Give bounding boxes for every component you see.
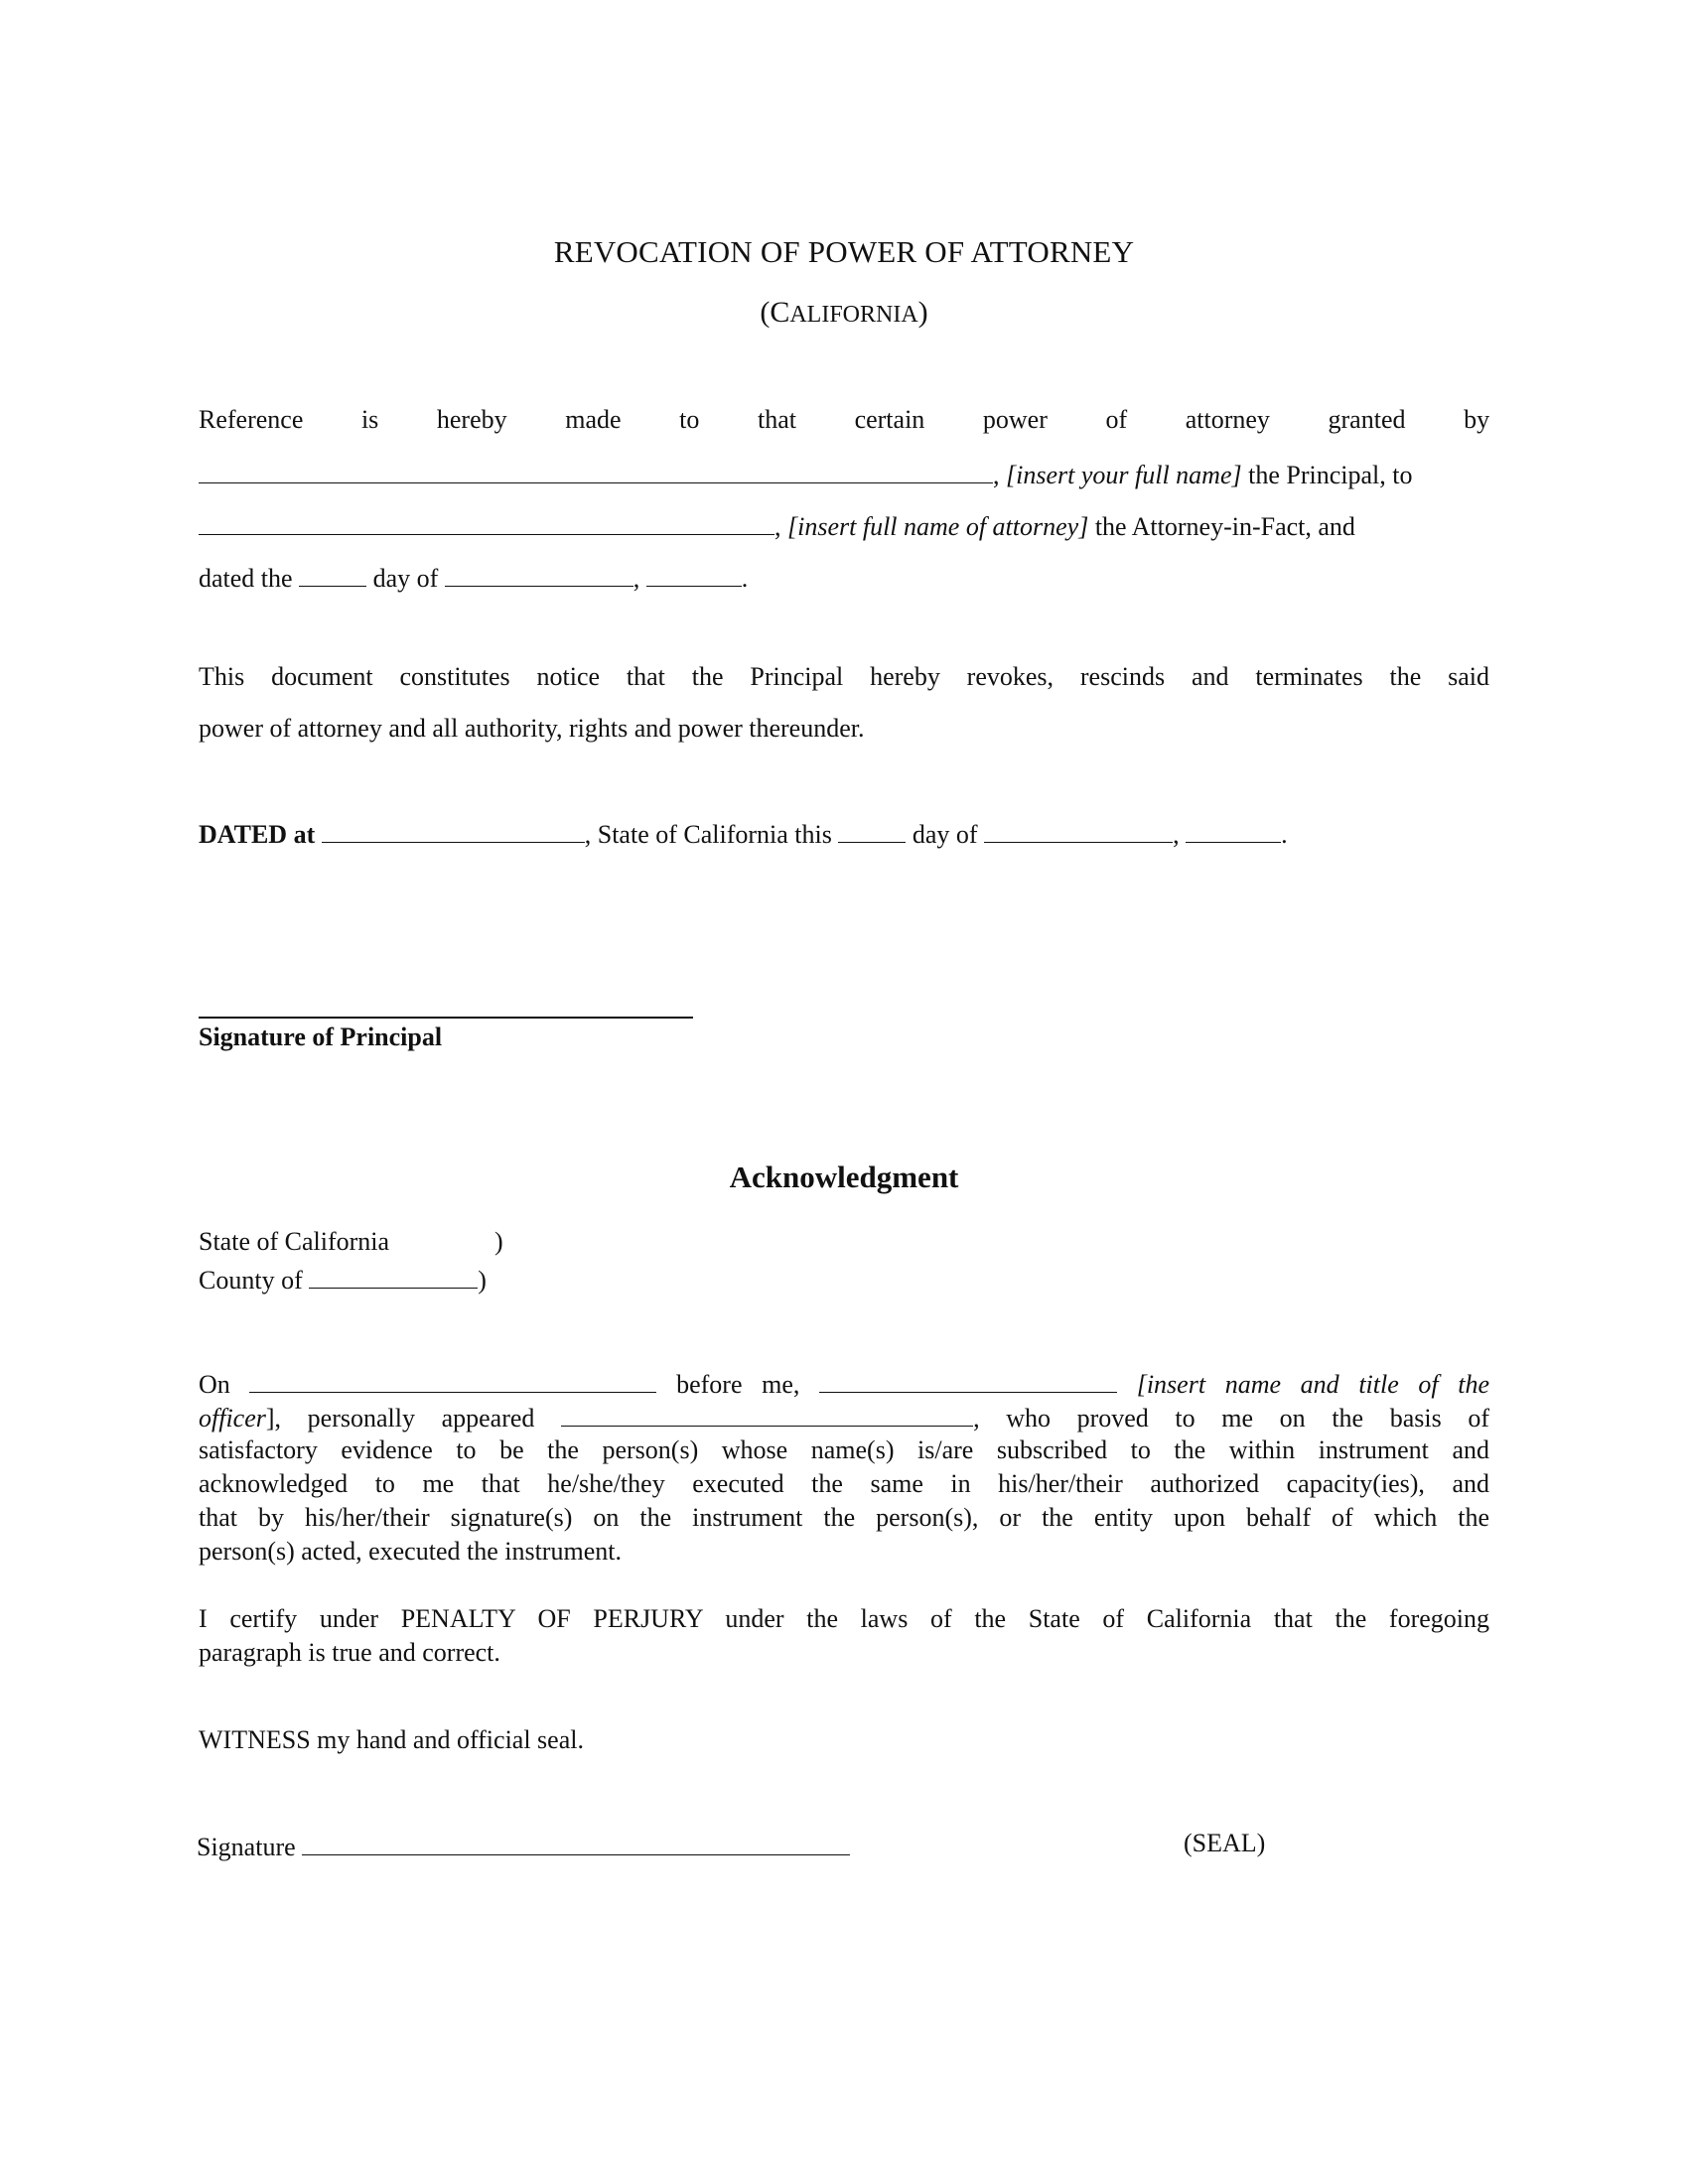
- county-blank[interactable]: [309, 1262, 478, 1289]
- county-of-label: County of: [199, 1266, 303, 1295]
- principal-name-blank[interactable]: [199, 457, 993, 483]
- reference-line-1: [199, 405, 1489, 435]
- dated-month-blank[interactable]: [984, 816, 1173, 843]
- state-of-california: State of California: [199, 1227, 390, 1256]
- personally-appeared-text: ], personally appeared: [265, 1404, 535, 1433]
- ref-word: by: [1464, 405, 1490, 434]
- before-me-text: before me,: [676, 1370, 800, 1399]
- day-of-text: day of: [912, 820, 978, 849]
- ref-word: of: [1105, 405, 1128, 434]
- comma: ,: [633, 564, 640, 593]
- poa-month-blank[interactable]: [445, 560, 633, 587]
- witness-text: WITNESS my hand and official seal.: [199, 1725, 584, 1754]
- attorney-name-blank[interactable]: [199, 508, 774, 535]
- ref-word: is: [360, 405, 379, 434]
- proved-text: , who proved to me on the basis of: [973, 1404, 1490, 1433]
- county-line: [199, 1262, 487, 1296]
- ack-row-6: person(s) acted, executed the instrument.: [199, 1537, 622, 1566]
- signature-of-principal-label: Signature of Principal: [199, 1023, 443, 1051]
- notice-line-2: power of attorney and all authority, rights and power thereunder.: [199, 714, 865, 743]
- certify-row-1: I certify under PENALTY OF PERJURY under the laws of the State of California that the foregoing: [199, 1604, 1489, 1633]
- state-text: , State of California this: [584, 820, 832, 849]
- ref-word: certain: [854, 405, 925, 434]
- comma: ,: [993, 461, 1000, 489]
- principal-text: the Principal, to: [1248, 461, 1413, 489]
- attorney-name-hint: [insert full name of attorney]: [787, 512, 1089, 541]
- principal-signature-line[interactable]: [199, 1017, 693, 1019]
- certify-row-2: paragraph is true and correct.: [199, 1638, 500, 1667]
- subtitle-smallcaps: ALIFORNIA: [789, 302, 918, 328]
- officer-name-blank[interactable]: [819, 1366, 1117, 1393]
- ack-row-4: acknowledged to me that he/she/they executed the same in his/her/their authorized capacity(ies), and: [199, 1469, 1489, 1498]
- document-title: REVOCATION OF POWER OF ATTORNEY: [553, 234, 1135, 269]
- ack-date-blank[interactable]: [249, 1366, 656, 1393]
- signature-label: Signature: [197, 1833, 296, 1861]
- attorney-text: the Attorney-in-Fact, and: [1094, 512, 1355, 541]
- notary-signature-row: [197, 1829, 850, 1862]
- dated-the-text: dated the: [199, 564, 293, 593]
- ref-word: Reference: [199, 405, 304, 434]
- ref-word: granted: [1328, 405, 1406, 434]
- dated-place-blank[interactable]: [322, 816, 585, 843]
- certify-paragraph: [199, 1602, 1489, 1670]
- ref-word: attorney: [1185, 405, 1270, 434]
- dated-at-label: DATED at: [199, 820, 316, 849]
- reference-line-3: [199, 508, 1355, 542]
- comma: ,: [774, 512, 781, 541]
- officer-hint: [insert name and title of the: [1136, 1370, 1490, 1399]
- ref-word: power: [982, 405, 1048, 434]
- subtitle-open: (C: [760, 296, 790, 329]
- day-of-text: day of: [372, 564, 439, 593]
- comma: ,: [1173, 820, 1180, 849]
- ack-row-3: satisfactory evidence to be the person(s) whose name(s) is/are subscribed to the within instrument and: [199, 1435, 1489, 1464]
- reference-line-4: [199, 560, 748, 594]
- signer-name-blank[interactable]: [561, 1400, 973, 1427]
- principal-name-hint: [insert your full name]: [1006, 461, 1242, 489]
- acknowledgment-paragraph: [199, 1366, 1489, 1569]
- state-paren: ): [494, 1227, 503, 1256]
- poa-year-blank[interactable]: [646, 560, 742, 587]
- period: .: [741, 564, 749, 593]
- notice-line-1: This document constitutes notice that the Principal hereby revokes, rescinds and terminates the said: [199, 662, 1489, 691]
- dated-day-blank[interactable]: [838, 816, 906, 843]
- ack-row-2: [199, 1400, 1489, 1433]
- county-paren: ): [478, 1266, 487, 1295]
- ref-word: to: [679, 405, 700, 434]
- on-text: On: [199, 1370, 230, 1399]
- acknowledgment-heading: Acknowledgment: [729, 1160, 959, 1194]
- reference-line-2: [199, 457, 1412, 490]
- notary-signature-blank[interactable]: [302, 1829, 850, 1855]
- seal-label: (SEAL): [1184, 1829, 1266, 1857]
- poa-day-blank[interactable]: [299, 560, 366, 587]
- dated-line: [199, 816, 1288, 850]
- period: .: [1281, 820, 1288, 849]
- officer-hint-cont: officer: [199, 1404, 266, 1433]
- ref-word: made: [565, 405, 622, 434]
- dated-year-blank[interactable]: [1186, 816, 1281, 843]
- subtitle-close: ): [917, 296, 928, 329]
- ack-row-5: that by his/her/their signature(s) on the instrument the person(s), or the entity upon behalf of which the: [199, 1503, 1489, 1532]
- ack-row-1: [199, 1366, 1489, 1400]
- ref-word: that: [757, 405, 796, 434]
- document-subtitle: [0, 296, 1688, 330]
- ref-word: hereby: [436, 405, 507, 434]
